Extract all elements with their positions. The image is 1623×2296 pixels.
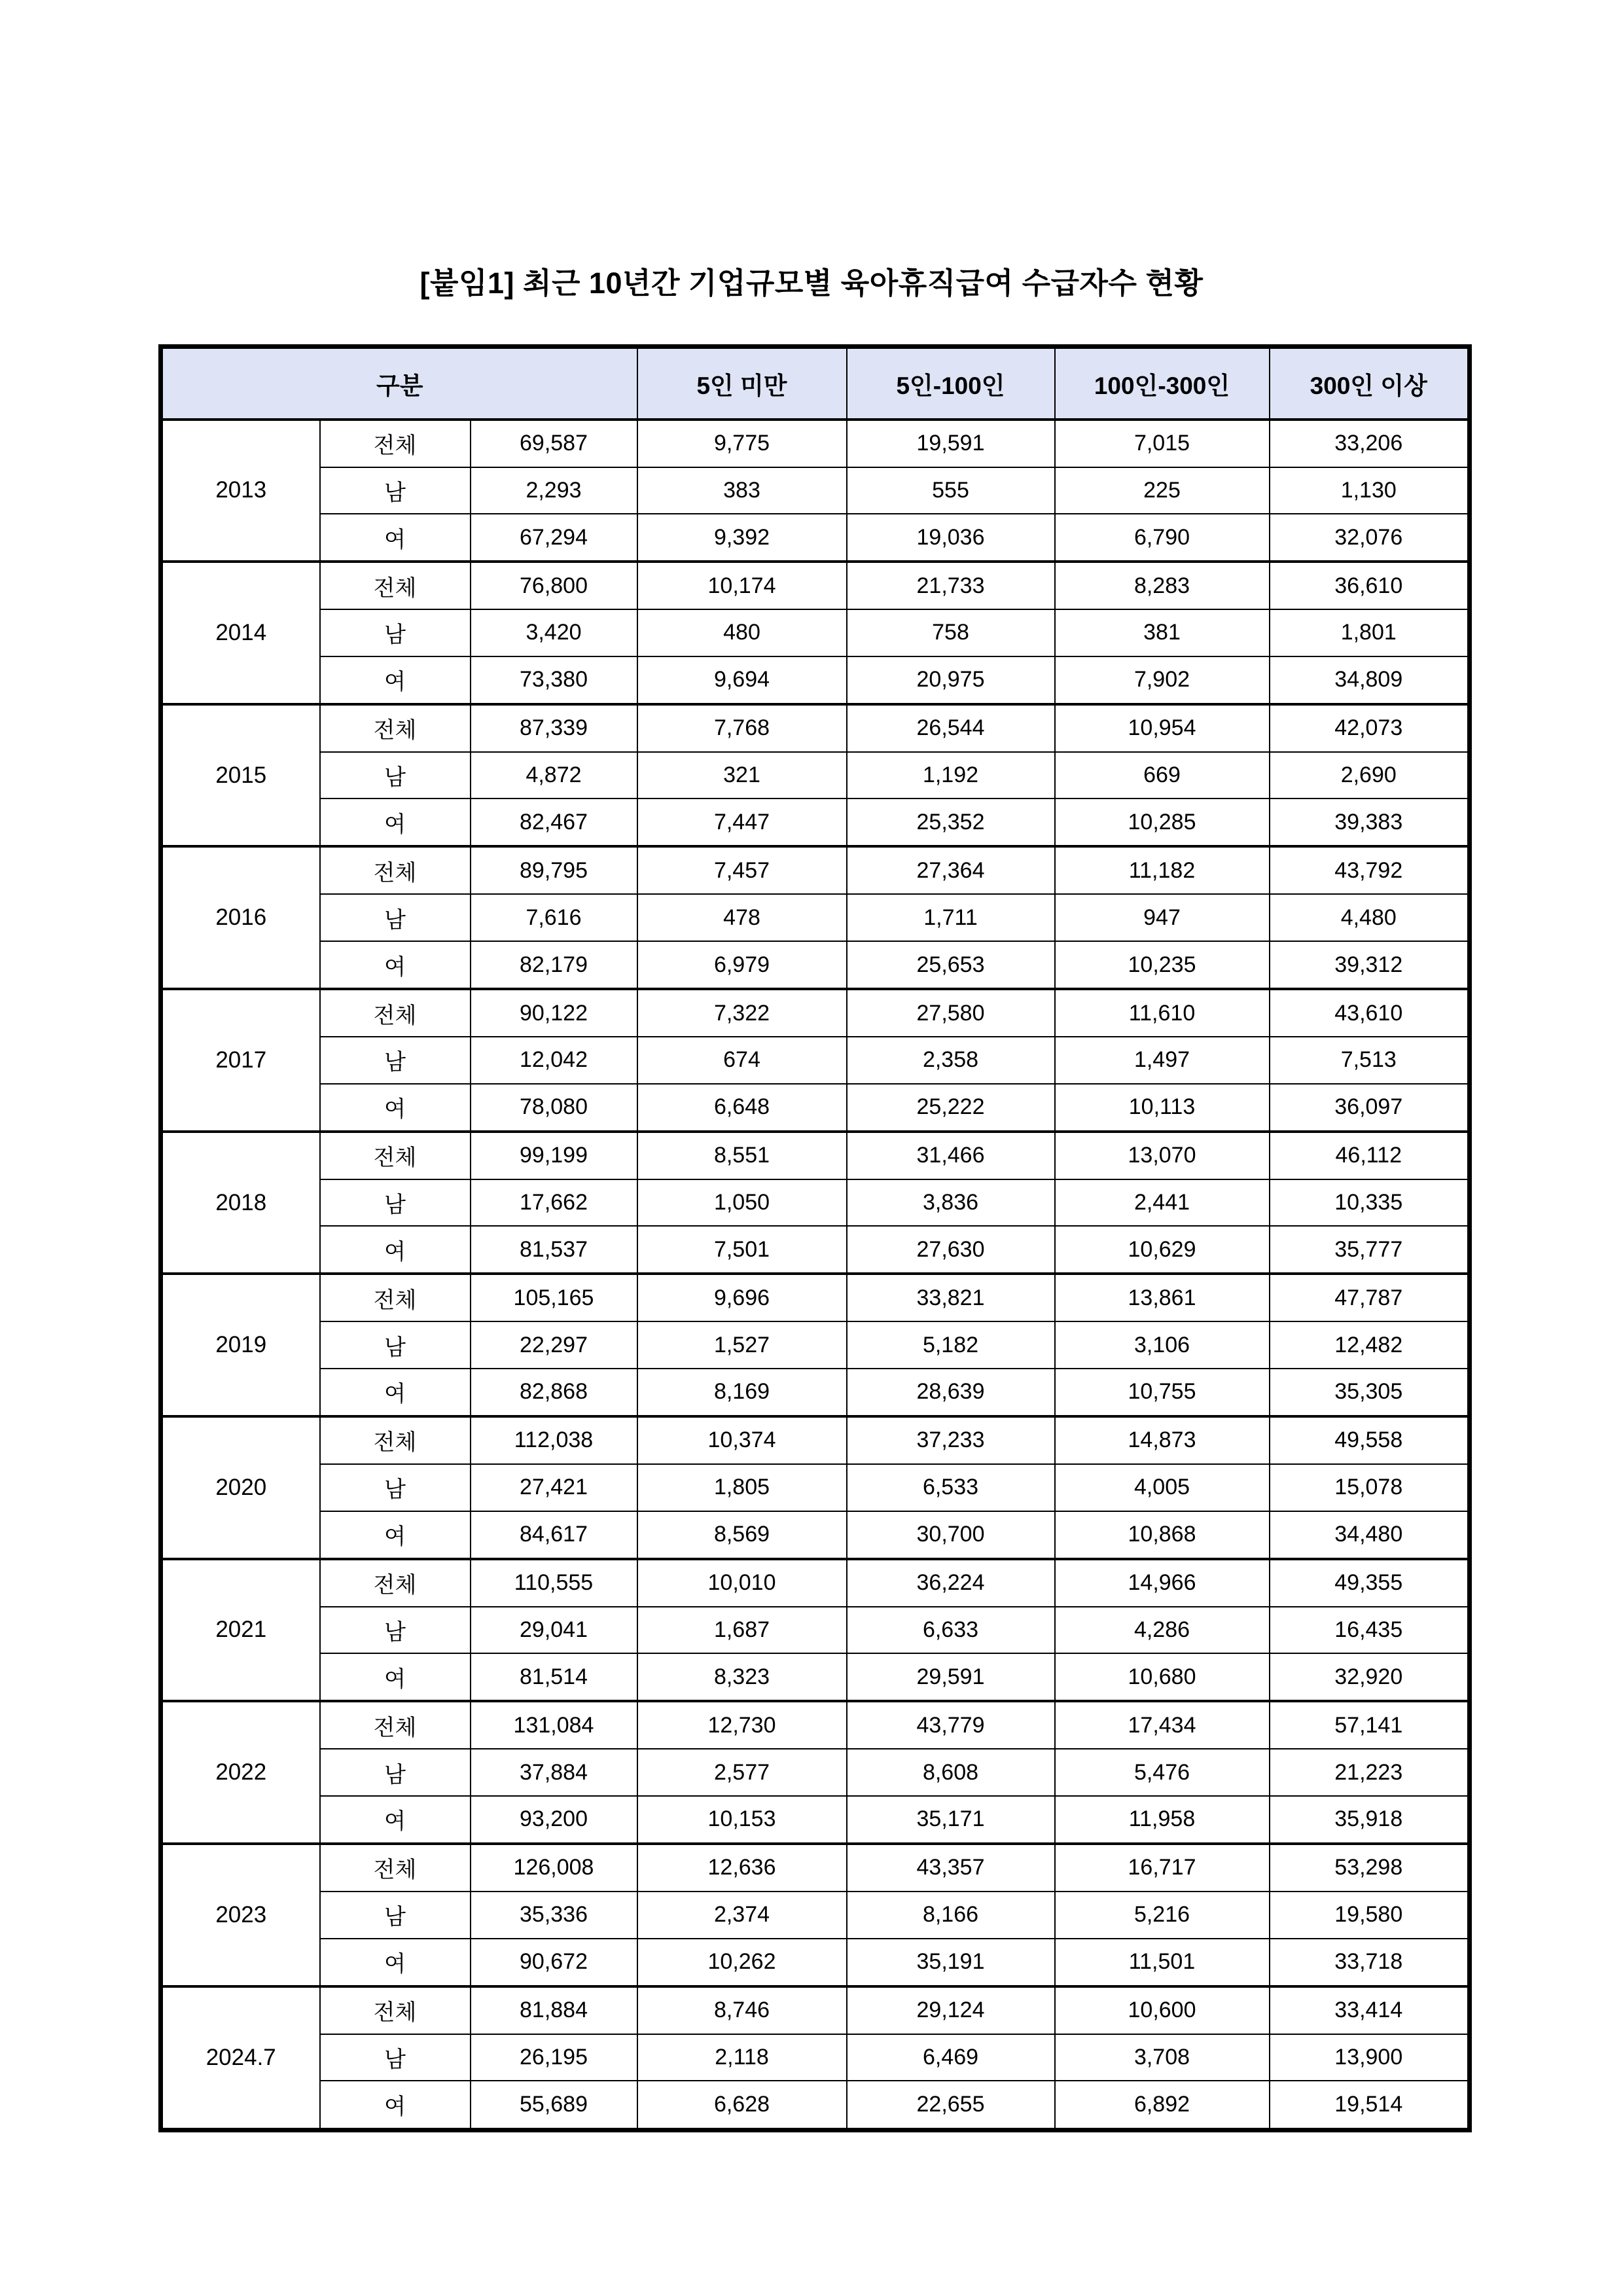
value-cell: 11,958 [1055, 1796, 1270, 1844]
row-label-cell: 전체 [320, 1416, 471, 1464]
value-cell: 29,124 [847, 1986, 1055, 2034]
value-cell: 90,672 [471, 1939, 637, 1986]
row-label-cell: 여 [320, 514, 471, 562]
value-cell: 82,868 [471, 1369, 637, 1416]
value-cell: 7,616 [471, 894, 637, 941]
row-label-cell: 남 [320, 894, 471, 941]
value-cell: 43,610 [1270, 989, 1470, 1037]
value-cell: 10,868 [1055, 1511, 1270, 1559]
value-cell: 21,223 [1270, 1749, 1470, 1796]
value-cell: 6,648 [637, 1084, 847, 1132]
value-cell: 555 [847, 467, 1055, 514]
value-cell: 33,718 [1270, 1939, 1470, 1986]
value-cell: 7,501 [637, 1226, 847, 1274]
value-cell: 10,954 [1055, 704, 1270, 752]
row-label-cell: 여 [320, 1369, 471, 1416]
value-cell: 4,480 [1270, 894, 1470, 941]
row-label-cell: 여 [320, 2081, 471, 2130]
value-cell: 89,795 [471, 846, 637, 894]
value-cell: 10,113 [1055, 1084, 1270, 1132]
table-row [161, 704, 1470, 752]
value-cell: 2,118 [637, 2034, 847, 2081]
year-cell: 2018 [161, 1132, 320, 1274]
row-label-cell: 전체 [320, 1701, 471, 1749]
year-cell: 2024.7 [161, 1986, 320, 2130]
row-label-cell: 남 [320, 752, 471, 799]
value-cell: 112,038 [471, 1416, 637, 1464]
value-cell: 9,696 [637, 1274, 847, 1321]
table-header-row [161, 347, 1470, 420]
value-cell: 8,608 [847, 1749, 1055, 1796]
value-cell: 26,195 [471, 2034, 637, 2081]
value-cell: 90,122 [471, 989, 637, 1037]
table-row [161, 1986, 1470, 2034]
value-cell: 32,076 [1270, 514, 1470, 562]
table-row [161, 2081, 1470, 2130]
value-cell: 13,900 [1270, 2034, 1470, 2081]
document-title: [붙임1] 최근 10년간 기업규모별 육아휴직급여 수급자수 현황 [419, 266, 1204, 300]
value-cell: 10,600 [1055, 1986, 1270, 2034]
value-cell: 6,979 [637, 941, 847, 989]
value-cell: 8,746 [637, 1986, 847, 2034]
row-label-cell: 전체 [320, 989, 471, 1037]
value-cell: 35,918 [1270, 1796, 1470, 1844]
row-label-cell: 전체 [320, 1132, 471, 1179]
table-row [161, 1274, 1470, 1321]
value-cell: 8,569 [637, 1511, 847, 1559]
year-cell: 2017 [161, 989, 320, 1132]
value-cell: 758 [847, 609, 1055, 656]
table-row [161, 1416, 1470, 1464]
table-row [161, 1844, 1470, 1892]
value-cell: 55,689 [471, 2081, 637, 2130]
table-row [161, 846, 1470, 894]
value-cell: 14,873 [1055, 1416, 1270, 1464]
value-cell: 34,809 [1270, 656, 1470, 704]
year-cell: 2015 [161, 704, 320, 847]
value-cell: 10,755 [1055, 1369, 1270, 1416]
value-cell: 35,191 [847, 1939, 1055, 1986]
table-row [161, 1226, 1470, 1274]
value-cell: 11,610 [1055, 989, 1270, 1037]
value-cell: 10,153 [637, 1796, 847, 1844]
table-row [161, 2034, 1470, 2081]
value-cell: 6,892 [1055, 2081, 1270, 2130]
value-cell: 10,374 [637, 1416, 847, 1464]
value-cell: 35,336 [471, 1892, 637, 1939]
value-cell: 28,639 [847, 1369, 1055, 1416]
table-row [161, 1939, 1470, 1986]
year-cell: 2013 [161, 420, 320, 562]
value-cell: 10,335 [1270, 1179, 1470, 1227]
value-cell: 1,050 [637, 1179, 847, 1227]
value-cell: 99,199 [471, 1132, 637, 1179]
table-row [161, 1511, 1470, 1559]
value-cell: 43,357 [847, 1844, 1055, 1892]
table-row [161, 1892, 1470, 1939]
value-cell: 19,036 [847, 514, 1055, 562]
value-cell: 20,975 [847, 656, 1055, 704]
value-cell: 5,476 [1055, 1749, 1270, 1796]
value-cell: 1,711 [847, 894, 1055, 941]
row-label-cell: 여 [320, 1511, 471, 1559]
value-cell: 13,861 [1055, 1274, 1270, 1321]
value-cell: 25,222 [847, 1084, 1055, 1132]
value-cell: 19,580 [1270, 1892, 1470, 1939]
value-cell: 53,298 [1270, 1844, 1470, 1892]
col-header-5-to-100: 5인-100인 [847, 347, 1055, 420]
table-row [161, 656, 1470, 704]
value-cell: 1,192 [847, 752, 1055, 799]
value-cell: 39,312 [1270, 941, 1470, 989]
year-cell: 2016 [161, 846, 320, 989]
table-row [161, 989, 1470, 1037]
value-cell: 33,414 [1270, 1986, 1470, 2034]
value-cell: 7,457 [637, 846, 847, 894]
value-cell: 4,286 [1055, 1607, 1270, 1654]
table-row [161, 1559, 1470, 1607]
value-cell: 35,171 [847, 1796, 1055, 1844]
col-header-category: 구분 [161, 347, 637, 420]
value-cell: 67,294 [471, 514, 637, 562]
value-cell: 37,233 [847, 1416, 1055, 1464]
table-row [161, 467, 1470, 514]
value-cell: 947 [1055, 894, 1270, 941]
value-cell: 27,364 [847, 846, 1055, 894]
table-row [161, 1321, 1470, 1369]
row-label-cell: 여 [320, 656, 471, 704]
row-label-cell: 여 [320, 1939, 471, 1986]
value-cell: 16,717 [1055, 1844, 1270, 1892]
value-cell: 2,441 [1055, 1179, 1270, 1227]
value-cell: 5,216 [1055, 1892, 1270, 1939]
value-cell: 8,166 [847, 1892, 1055, 1939]
value-cell: 9,392 [637, 514, 847, 562]
table-row [161, 1037, 1470, 1084]
value-cell: 30,700 [847, 1511, 1055, 1559]
value-cell: 8,323 [637, 1653, 847, 1701]
value-cell: 26,544 [847, 704, 1055, 752]
table-row [161, 1701, 1470, 1749]
table-row [161, 1464, 1470, 1511]
value-cell: 22,297 [471, 1321, 637, 1369]
value-cell: 7,768 [637, 704, 847, 752]
table-row [161, 562, 1470, 609]
value-cell: 25,653 [847, 941, 1055, 989]
table-row [161, 420, 1470, 467]
value-cell: 29,591 [847, 1653, 1055, 1701]
row-label-cell: 전체 [320, 704, 471, 752]
value-cell: 84,617 [471, 1511, 637, 1559]
value-cell: 1,527 [637, 1321, 847, 1369]
value-cell: 15,078 [1270, 1464, 1470, 1511]
value-cell: 381 [1055, 609, 1270, 656]
row-label-cell: 여 [320, 1796, 471, 1844]
table-row [161, 514, 1470, 562]
value-cell: 36,224 [847, 1559, 1055, 1607]
value-cell: 4,005 [1055, 1464, 1270, 1511]
value-cell: 1,130 [1270, 467, 1470, 514]
value-cell: 7,322 [637, 989, 847, 1037]
value-cell: 39,383 [1270, 798, 1470, 846]
value-cell: 8,169 [637, 1369, 847, 1416]
value-cell: 8,283 [1055, 562, 1270, 609]
value-cell: 35,305 [1270, 1369, 1470, 1416]
value-cell: 69,587 [471, 420, 637, 467]
value-cell: 93,200 [471, 1796, 637, 1844]
value-cell: 2,293 [471, 467, 637, 514]
value-cell: 76,800 [471, 562, 637, 609]
row-label-cell: 남 [320, 1321, 471, 1369]
row-label-cell: 남 [320, 609, 471, 656]
row-label-cell: 남 [320, 1607, 471, 1654]
value-cell: 10,010 [637, 1559, 847, 1607]
value-cell: 33,206 [1270, 420, 1470, 467]
value-cell: 11,182 [1055, 846, 1270, 894]
value-cell: 110,555 [471, 1559, 637, 1607]
value-cell: 1,687 [637, 1607, 847, 1654]
value-cell: 10,262 [637, 1939, 847, 1986]
table-row [161, 1369, 1470, 1416]
value-cell: 4,872 [471, 752, 637, 799]
value-cell: 6,633 [847, 1607, 1055, 1654]
value-cell: 17,662 [471, 1179, 637, 1227]
value-cell: 32,920 [1270, 1653, 1470, 1701]
row-label-cell: 전체 [320, 1986, 471, 2034]
table-row [161, 941, 1470, 989]
value-cell: 37,884 [471, 1749, 637, 1796]
value-cell: 10,285 [1055, 798, 1270, 846]
value-cell: 10,174 [637, 562, 847, 609]
value-cell: 9,775 [637, 420, 847, 467]
year-cell: 2023 [161, 1844, 320, 1986]
value-cell: 3,106 [1055, 1321, 1270, 1369]
value-cell: 3,836 [847, 1179, 1055, 1227]
value-cell: 7,015 [1055, 420, 1270, 467]
value-cell: 7,447 [637, 798, 847, 846]
value-cell: 8,551 [637, 1132, 847, 1179]
value-cell: 1,801 [1270, 609, 1470, 656]
row-label-cell: 남 [320, 1464, 471, 1511]
table-row [161, 1796, 1470, 1844]
value-cell: 7,902 [1055, 656, 1270, 704]
value-cell: 42,073 [1270, 704, 1470, 752]
value-cell: 12,042 [471, 1037, 637, 1084]
value-cell: 14,966 [1055, 1559, 1270, 1607]
row-label-cell: 전체 [320, 1274, 471, 1321]
row-label-cell: 여 [320, 1226, 471, 1274]
row-label-cell: 남 [320, 2034, 471, 2081]
col-header-over-300: 300인 이상 [1270, 347, 1470, 420]
value-cell: 82,179 [471, 941, 637, 989]
value-cell: 36,097 [1270, 1084, 1470, 1132]
value-cell: 13,070 [1055, 1132, 1270, 1179]
value-cell: 10,680 [1055, 1653, 1270, 1701]
row-label-cell: 전체 [320, 1844, 471, 1892]
row-label-cell: 남 [320, 467, 471, 514]
value-cell: 2,358 [847, 1037, 1055, 1084]
value-cell: 480 [637, 609, 847, 656]
col-header-100-to-300: 100인-300인 [1055, 347, 1270, 420]
value-cell: 321 [637, 752, 847, 799]
table-row [161, 1607, 1470, 1654]
row-label-cell: 전체 [320, 1559, 471, 1607]
value-cell: 29,041 [471, 1607, 637, 1654]
value-cell: 225 [1055, 467, 1270, 514]
value-cell: 19,514 [1270, 2081, 1470, 2130]
value-cell: 669 [1055, 752, 1270, 799]
year-cell: 2020 [161, 1416, 320, 1559]
value-cell: 478 [637, 894, 847, 941]
value-cell: 81,537 [471, 1226, 637, 1274]
year-cell: 2014 [161, 562, 320, 704]
value-cell: 383 [637, 467, 847, 514]
value-cell: 2,690 [1270, 752, 1470, 799]
value-cell: 87,339 [471, 704, 637, 752]
value-cell: 10,629 [1055, 1226, 1270, 1274]
value-cell: 674 [637, 1037, 847, 1084]
value-cell: 126,008 [471, 1844, 637, 1892]
year-cell: 2022 [161, 1701, 320, 1844]
value-cell: 73,380 [471, 656, 637, 704]
value-cell: 6,790 [1055, 514, 1270, 562]
table-body [161, 420, 1470, 2130]
value-cell: 21,733 [847, 562, 1055, 609]
value-cell: 49,355 [1270, 1559, 1470, 1607]
row-label-cell: 전체 [320, 562, 471, 609]
value-cell: 43,779 [847, 1701, 1055, 1749]
value-cell: 12,482 [1270, 1321, 1470, 1369]
value-cell: 19,591 [847, 420, 1055, 467]
value-cell: 16,435 [1270, 1607, 1470, 1654]
row-label-cell: 남 [320, 1179, 471, 1227]
row-label-cell: 남 [320, 1037, 471, 1084]
value-cell: 2,577 [637, 1749, 847, 1796]
value-cell: 27,630 [847, 1226, 1055, 1274]
table-row [161, 1179, 1470, 1227]
table-row [161, 609, 1470, 656]
value-cell: 1,497 [1055, 1037, 1270, 1084]
year-cell: 2019 [161, 1274, 320, 1416]
value-cell: 78,080 [471, 1084, 637, 1132]
value-cell: 2,374 [637, 1892, 847, 1939]
value-cell: 81,884 [471, 1986, 637, 2034]
value-cell: 9,694 [637, 656, 847, 704]
value-cell: 49,558 [1270, 1416, 1470, 1464]
value-cell: 6,469 [847, 2034, 1055, 2081]
value-cell: 33,821 [847, 1274, 1055, 1321]
table-row [161, 752, 1470, 799]
table-row [161, 1653, 1470, 1701]
value-cell: 17,434 [1055, 1701, 1270, 1749]
value-cell: 6,628 [637, 2081, 847, 2130]
table-row [161, 894, 1470, 941]
value-cell: 27,421 [471, 1464, 637, 1511]
value-cell: 81,514 [471, 1653, 637, 1701]
value-cell: 46,112 [1270, 1132, 1470, 1179]
value-cell: 35,777 [1270, 1226, 1470, 1274]
value-cell: 3,420 [471, 609, 637, 656]
value-cell: 5,182 [847, 1321, 1055, 1369]
value-cell: 10,235 [1055, 941, 1270, 989]
value-cell: 47,787 [1270, 1274, 1470, 1321]
year-cell: 2021 [161, 1559, 320, 1702]
row-label-cell: 전체 [320, 846, 471, 894]
table-row [161, 1132, 1470, 1179]
row-label-cell: 전체 [320, 420, 471, 467]
value-cell: 12,636 [637, 1844, 847, 1892]
value-cell: 82,467 [471, 798, 637, 846]
row-label-cell: 여 [320, 1653, 471, 1701]
value-cell: 105,165 [471, 1274, 637, 1321]
row-label-cell: 남 [320, 1892, 471, 1939]
row-label-cell: 남 [320, 1749, 471, 1796]
value-cell: 131,084 [471, 1701, 637, 1749]
value-cell: 3,708 [1055, 2034, 1270, 2081]
value-cell: 22,655 [847, 2081, 1055, 2130]
value-cell: 12,730 [637, 1701, 847, 1749]
value-cell: 25,352 [847, 798, 1055, 846]
value-cell: 1,805 [637, 1464, 847, 1511]
value-cell: 57,141 [1270, 1701, 1470, 1749]
row-label-cell: 여 [320, 941, 471, 989]
row-label-cell: 여 [320, 1084, 471, 1132]
value-cell: 11,501 [1055, 1939, 1270, 1986]
leave-benefit-table [158, 344, 1472, 2132]
col-header-under-5: 5인 미만 [637, 347, 847, 420]
table-row [161, 1084, 1470, 1132]
value-cell: 34,480 [1270, 1511, 1470, 1559]
row-label-cell: 여 [320, 798, 471, 846]
table-row [161, 798, 1470, 846]
value-cell: 7,513 [1270, 1037, 1470, 1084]
value-cell: 36,610 [1270, 562, 1470, 609]
value-cell: 31,466 [847, 1132, 1055, 1179]
value-cell: 6,533 [847, 1464, 1055, 1511]
value-cell: 43,792 [1270, 846, 1470, 894]
value-cell: 27,580 [847, 989, 1055, 1037]
table-row [161, 1749, 1470, 1796]
